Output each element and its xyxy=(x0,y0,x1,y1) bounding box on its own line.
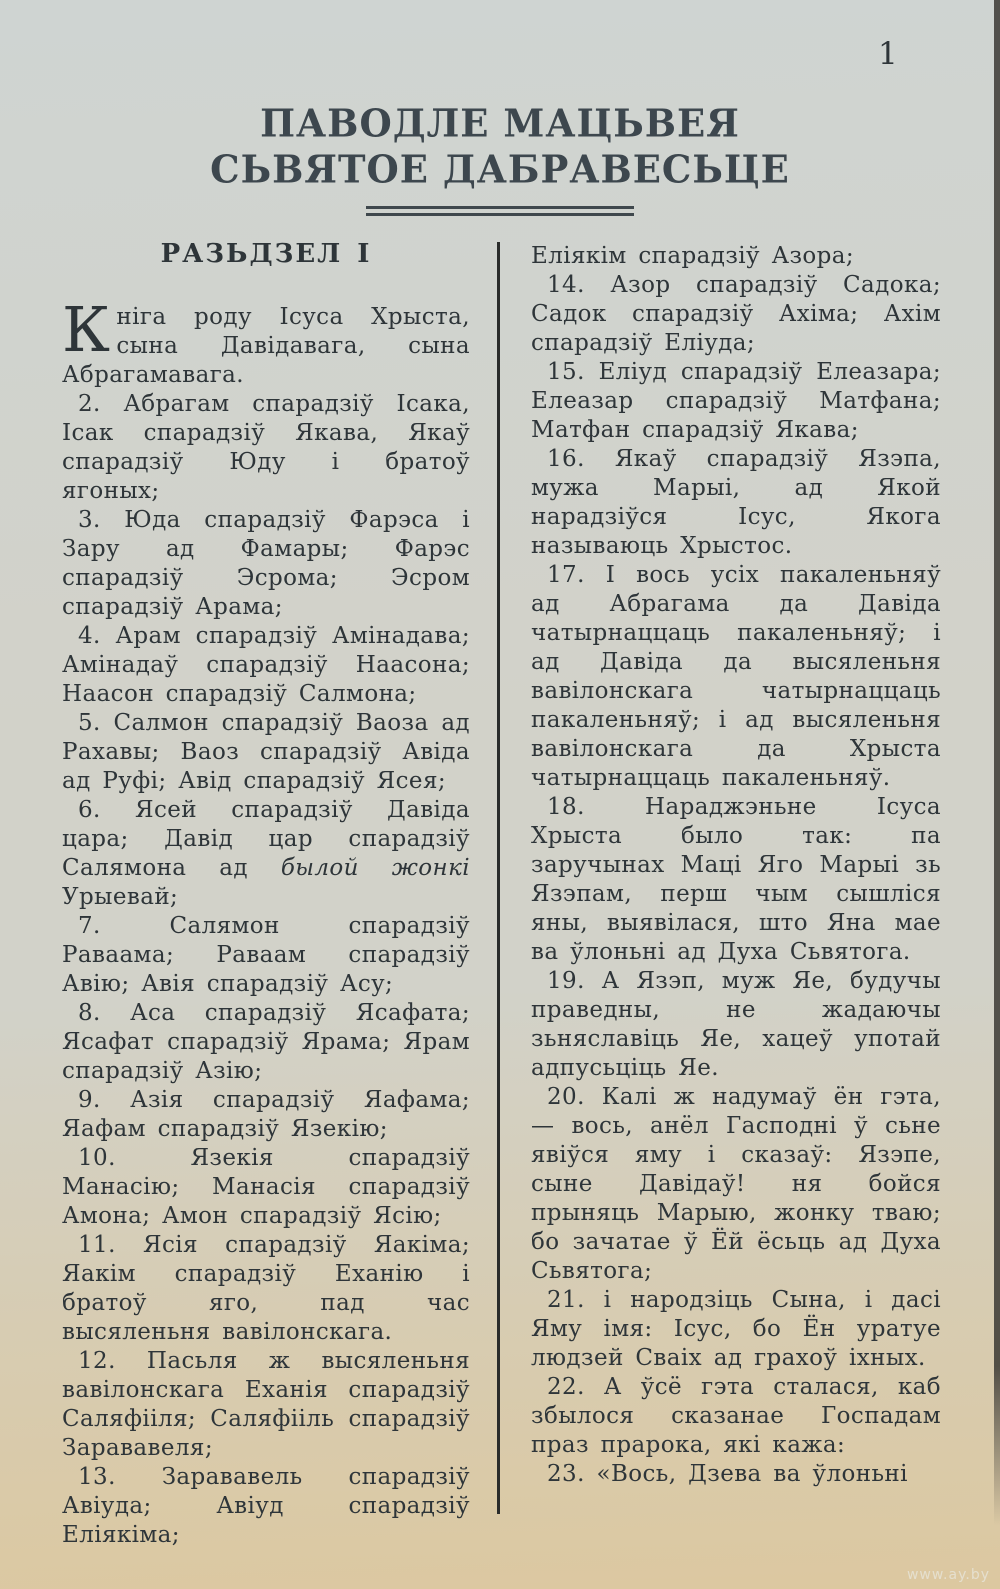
verse-23 xyxy=(531,1460,941,1489)
verse-number: 4. xyxy=(78,623,101,649)
verse-text: ніга роду Ісуса Хрыста, сына Давідавага, сына Абрагамавага. xyxy=(62,304,470,388)
verse-12 xyxy=(62,1347,470,1463)
verse-text: Якаў спарадзіў Язэпа, мужа Марыі, ад Якой нарадзіўся Ісус, Якога называюць Хрыстос. xyxy=(531,446,941,559)
verse-16 xyxy=(531,445,941,561)
title-double-rule xyxy=(366,206,634,216)
page-edge-shadow xyxy=(994,0,1000,1589)
column-divider-rule xyxy=(497,242,500,1514)
verse-number: 21. xyxy=(547,1287,585,1313)
verse-14 xyxy=(531,271,941,358)
watermark-text: www.ay.by xyxy=(906,1567,990,1583)
verse-text: Абрагам спарадзіў Ісака, Ісак спарадзіў Якава, Якаў спарадзіў Юду і братоў ягоных; xyxy=(62,391,470,504)
verse-number: 19. xyxy=(547,968,585,994)
verse-13 xyxy=(62,1463,470,1550)
left-verses-container xyxy=(62,293,471,1550)
verse-number: 5. xyxy=(78,710,101,736)
verse-number: 23. xyxy=(547,1461,585,1487)
verse-text: Урыевай; xyxy=(62,884,179,910)
right-text-column xyxy=(531,240,941,1489)
verse-7 xyxy=(62,912,470,999)
verse-text: Аса спарадзіў Ясафата; Ясафат спарадзіў Ярама; Ярам спарадзіў Азію; xyxy=(62,1000,470,1084)
verse-number: 15. xyxy=(547,359,585,385)
right-verses-container xyxy=(531,242,941,1489)
verse-number: 6. xyxy=(78,797,101,823)
verse-3 xyxy=(62,506,470,622)
drop-cap-letter: К xyxy=(62,293,111,366)
verse-number: 22. xyxy=(547,1374,585,1400)
verse-number: 3. xyxy=(78,507,101,533)
verse xyxy=(531,242,941,271)
verse-5 xyxy=(62,709,470,796)
verse-text: Юда спарадзіў Фарэса і Зару ад Фамары; Фарэс спарадзіў Эсрома; Эсром спарадзіў Арама; xyxy=(62,507,470,620)
chapter-heading: РАЗЬДЗЕЛ I xyxy=(160,239,372,269)
verse-number: 14. xyxy=(547,272,585,298)
page-number: 1 xyxy=(878,36,899,72)
verse-text: і народзіць Сына, і дасі Яму імя: Ісус, бо Ён уратуе людзей Сваіх ад грахоў іхных. xyxy=(531,1287,941,1371)
verse-text: Азор спарадзіў Садока; Садок спарадзіў Ахіма; Ахім спарадзіў Еліуда; xyxy=(531,272,941,356)
verse-text: Ясія спарадзіў Яакіма; Яакім спарадзіў Еханію і братоў яго, пад час высяленьня вавілонскага. xyxy=(62,1232,470,1345)
verse-number: 2. xyxy=(78,391,101,417)
left-text-column xyxy=(62,240,470,1550)
verse-22 xyxy=(531,1373,941,1460)
verse-9 xyxy=(62,1086,470,1144)
verse-text: Нараджэньне Ісуса Хрыста было так: па заручынах Маці Яго Марыі зь Язэпам, перш чым сышліся яны, выявілася, што Яна мае ва ўлоньні ад Духа Сьвятога. xyxy=(531,794,941,965)
verse-number: 18. xyxy=(547,794,585,820)
verse-number: 20. xyxy=(547,1084,585,1110)
verse-6 xyxy=(62,796,470,912)
verse-number: 8. xyxy=(78,1000,101,1026)
verse-text: А ўсё гэта сталася, каб збылося сказанае Госпадам праз прарока, які кажа: xyxy=(531,1374,941,1458)
verse-15 xyxy=(531,358,941,445)
verse-text: А Язэп, муж Яе, будучы праведны, не жадаючы зьняславіць Яе, хацеў употай адпусьціць Яе. xyxy=(531,968,941,1081)
verse-19 xyxy=(531,967,941,1083)
verse-number: 13. xyxy=(78,1464,116,1490)
verse-21 xyxy=(531,1286,941,1373)
verse-2 xyxy=(62,390,470,506)
verse-text: Язекія спарадзіў Манасію; Манасія спарадзіў Амона; Амон спарадзіў Ясію; xyxy=(62,1145,471,1229)
verse-text: Калі ж надумаў ён гэта, — вось, анёл Гасподні ў сьне явіўся яму і сказаў: Язэпе, сыне Давідаў! ня бойся прыняць Марыю, жонку тваю; бо зачатае ў Ёй ёсьць ад Духа Сьвятога; xyxy=(531,1084,941,1284)
verse-text: Пасьля ж высяленьня вавілонскага Еханія спарадзіў Саляфііля; Саляфііль спарадзіў Зарававеля; xyxy=(62,1348,470,1461)
verse-text: Азія спарадзіў Яафама; Яафам спарадзіў Язекію; xyxy=(62,1087,470,1142)
verse-number: 9. xyxy=(78,1087,101,1113)
verse-number: 11. xyxy=(78,1232,116,1258)
verse-text: Салмон спарадзіў Ваоза ад Рахавы; Ваоз спарадзіў Авіда ад Руфі; Авід спарадзіў Ясея; xyxy=(62,710,470,794)
verse-text: Ясей спарадзіў Давіда цара; Давід цар спарадзіў Салямона ад xyxy=(62,797,470,881)
verse-text: «Вось, Дзева ва ўлоньні xyxy=(596,1461,908,1487)
book-title-line-1: ПАВОДЛЕ МАЦЬВЕЯ xyxy=(260,100,740,146)
verse-17 xyxy=(531,561,941,793)
verse-number: 12. xyxy=(78,1348,116,1374)
book-title xyxy=(0,100,1000,216)
verse-20 xyxy=(531,1083,941,1286)
verse-text: Арам спарадзіў Амінадава; Амінадаў спарадзіў Наасона; Наасон спарадзіў Салмона; xyxy=(62,623,471,707)
verse-text: Еліуд спарадзіў Елеазара; Елеазар спарадзіў Матфана; Матфан спарадзіў Якава; xyxy=(531,359,941,443)
verse-11 xyxy=(62,1231,470,1347)
verse-10 xyxy=(62,1144,470,1231)
verse-number: 10. xyxy=(78,1145,116,1171)
verse-text: Салямон спарадзіў Раваама; Раваам спарадзіў Авію; Авія спарадзіў Асу; xyxy=(62,913,470,997)
verse-text: Зарававель спарадзіў Авіуда; Авіуд спарадзіў Еліякіма; xyxy=(62,1464,470,1548)
verse-text: І вось усіх пакаленьняў ад Абрагама да Давіда чатырнаццаць пакаленьняў; і ад Давіда да высяленьня вавілонскага чатырнаццаць пакаленьняў; і ад высяленьня вавілонскага да Хрыста чатырнаццаць пакаленьняў. xyxy=(531,562,941,791)
verse-number: 7. xyxy=(78,913,101,939)
verse-text: Еліякім спарадзіў Азора; xyxy=(531,243,855,269)
verse-number: 16. xyxy=(547,446,585,472)
verse-18 xyxy=(531,793,941,967)
verse xyxy=(62,293,470,390)
verse-text-italic: былой жонкі xyxy=(280,855,470,881)
book-title-line-2: СЬВЯТОЕ ДАБРАВЕСЬЦЕ xyxy=(210,146,790,192)
verse-number: 17. xyxy=(547,562,585,588)
verse-4 xyxy=(62,622,470,709)
verse-8 xyxy=(62,999,470,1086)
